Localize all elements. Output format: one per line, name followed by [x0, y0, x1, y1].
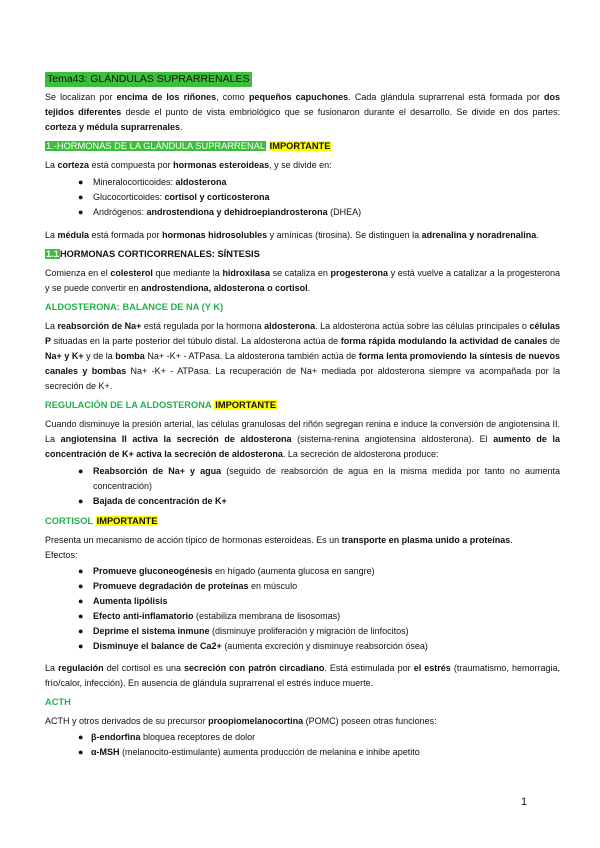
sintesis-paragraph: Comienza en el colesterol que mediante la hidroxilasa se cataliza en progesterona y está vuelve a catalizar a la progesterona y se puede convertir en androstendiona, aldosterona o cortisol.: [45, 268, 560, 293]
regulacion-heading: REGULACIÓN DE LA ALDOSTERONA IMPORTANTE: [45, 400, 277, 410]
list-item: ● Disminuye el balance de Ca2+ (aumenta excreción y disminuye reabsorción ósea): [78, 641, 428, 651]
list-item: ● Mineralocorticoides: aldosterona: [78, 177, 227, 187]
list-item: ● Bajada de concentración de K+: [78, 496, 227, 506]
list-item: ● Promueve degradación de proteínas en músculo: [78, 581, 298, 591]
medula-paragraph: La médula está formada por hormonas hidrosolubles y amínicas (tirosina). Se distinguen la adrenalina y noradrenalina.: [45, 230, 539, 240]
list-item: ● Efecto anti-inflamatorio (estabiliza membrana de lisosomas): [78, 611, 341, 621]
list-item: ● β-endorfina bloquea receptores de dolor: [78, 732, 256, 742]
list-item: ● Reabsorción de Na+ y agua (seguido de reabsorción de agua en la misma medida por tanto no aumenta concentración): [78, 466, 560, 491]
acth-list: [45, 730, 560, 760]
corteza-list: [45, 175, 560, 220]
list-item: ● α-MSH (melanocito-estimulante) aumenta producción de melanina e inhibe apetito: [78, 747, 420, 757]
document-page: [45, 72, 560, 765]
list-item: ● Promueve gluconeogénesis en hígado (aumenta glucosa en sangre): [78, 566, 375, 576]
list-item: ● Glucocorticoides: cortisol y corticosterona: [78, 192, 270, 202]
aldosterona-paragraph: La reabsorción de Na+ está regulada por la hormona aldosterona. La aldosterona actúa sobre las células principales o células P situadas en la parte posterior del túbulo distal. La aldosterona actúa de forma rápida modulando la actividad de canales de Na+ y K+ y de la bomba Na+ -K+ - ATPasa. La aldosterona también actúa de forma lenta promoviendo la síntesis de nuevos canales y bombas Na+ -K+ - ATPasa. La recuperación de Na+ mediada por aldosterona siempre va acompañada por la secreción de K+.: [45, 321, 560, 391]
important-badge: IMPORTANTE: [96, 516, 158, 526]
regulacion-paragraph: Cuando disminuye la presión arterial, las células granulosas del riñón segregan renina e induce la conversión de angiotensina II. La angiotensina II activa la secreción de aldosterona (sistema-renina angiotensina aldosterona). El aumento de la concentración de K+ activa la secreción de aldosterona. La secreción de aldosterona produce:: [45, 419, 561, 459]
acth-paragraph: ACTH y otros derivados de su precursor proopiomelanocortina (POMC) poseen otras funciones:: [45, 716, 437, 726]
important-badge: IMPORTANTE: [269, 141, 331, 151]
list-item: ● Deprime el sistema inmune (disminuye proliferación y migración de linfocitos): [78, 626, 409, 636]
cortisol-regulation-paragraph: La regulación del cortisol es una secreción con patrón circadiano. Está estimulada por el estrés (traumatismo, hemorragia, frío/calor, infección). En ausencia de glándula suprarrenal el estrés induce muerte.: [45, 663, 560, 688]
section-1-1-heading: 1.1HORMONAS CORTICORRENALES: SÍNTESIS: [46, 249, 260, 259]
intro-paragraph: Se localizan por encima de los riñones, como pequeños capuchones. Cada glándula suprarrenal está formada por dos tejidos diferentes desde el punto de vista embriológico que se fusionaron durante el desarrollo. Se divide en dos partes: corteza y médula suprarrenales.: [45, 92, 560, 132]
corteza-paragraph: La corteza está compuesta por hormonas esteroideas, y se divide en:: [45, 160, 332, 170]
section-1-heading: 1.-HORMONAS DE LA GLÁNDULA SUPRARRENAL IMPORTANTE: [46, 141, 331, 151]
acth-heading: ACTH: [45, 697, 71, 707]
regulacion-list: [45, 464, 560, 509]
cortisol-effects-list: [45, 564, 560, 654]
list-item: ● Aumenta lipólisis: [78, 596, 168, 606]
list-item: ● Andrógenos: androstendiona y dehidroepiandrosterona (DHEA): [78, 207, 362, 217]
aldosterona-heading: ALDOSTERONA: BALANCE DE NA (Y K): [45, 302, 224, 312]
document-title: Tema43: GLÁNDULAS SUPRARRENALES: [47, 73, 250, 85]
efectos-label: Efectos:: [45, 550, 78, 560]
cortisol-heading: CORTISOL IMPORTANTE: [45, 516, 158, 526]
important-badge: IMPORTANTE: [215, 400, 277, 410]
cortisol-paragraph: Presenta un mecanismo de acción típico de hormonas esteroideas. Es un transporte en plasma unido a proteínas.: [45, 535, 513, 545]
page-number: 1: [521, 796, 528, 808]
